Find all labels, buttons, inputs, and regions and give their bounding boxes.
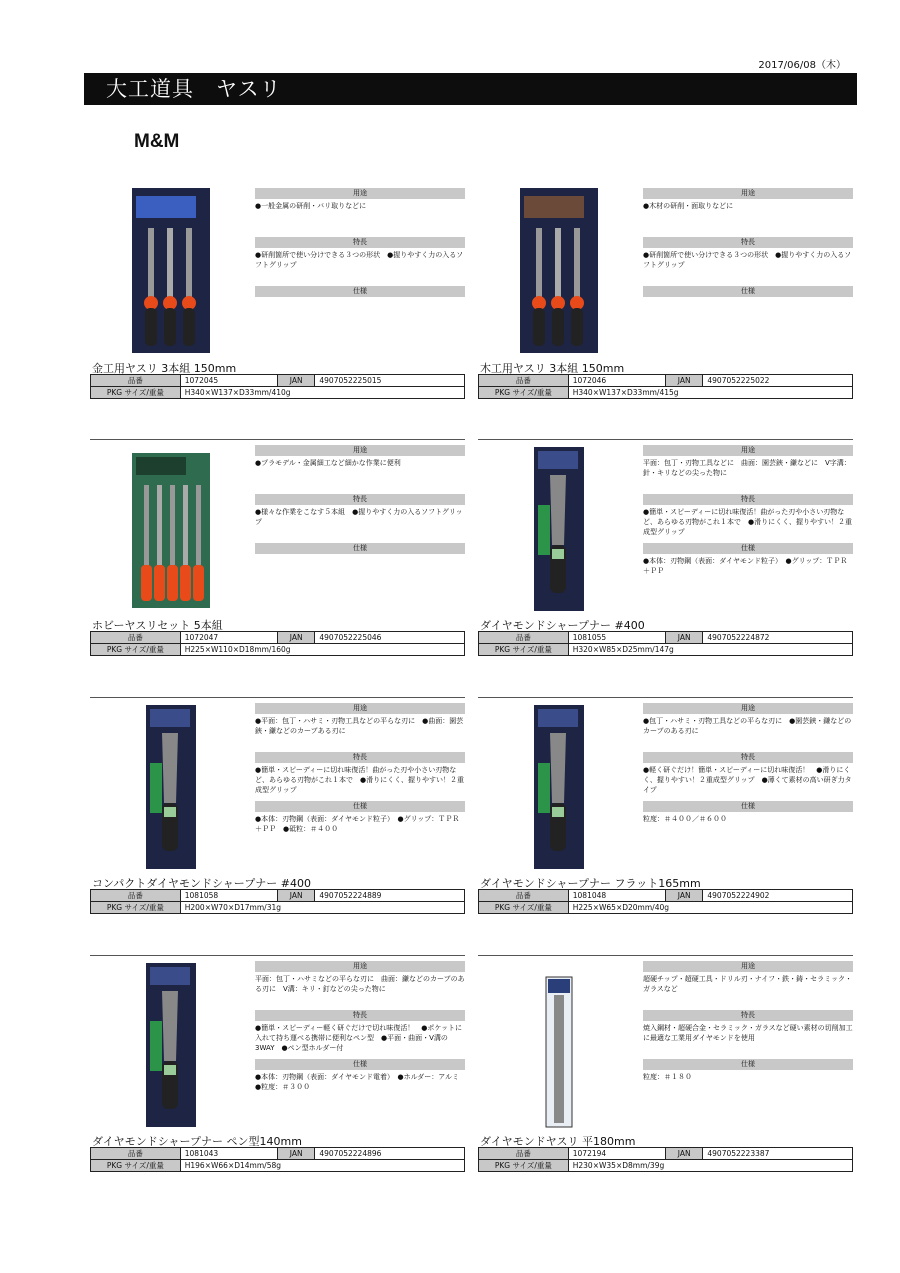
pkg-value: H230×W35×D8mm/39g xyxy=(568,1160,852,1172)
use-text: ●一般金属の研削・バリ取りなどに xyxy=(255,202,367,210)
jan-label: JAN xyxy=(277,632,314,644)
use-header: 用途 xyxy=(643,445,853,456)
product-name: 金工用ヤスリ 3本組 150mm xyxy=(92,362,237,375)
feature-text: ●研削箇所で使い分けできる３つの形状 ●握りやすく力の入るソフトグリップ xyxy=(643,251,852,269)
page-title-banner: 大工道具 ヤスリ xyxy=(84,73,857,105)
feature-text: ●研削箇所で使い分けできる３つの形状 ●握りやすく力の入るソフトグリップ xyxy=(255,251,464,269)
product-image xyxy=(518,703,600,871)
pkg-value: H340×W137×D33mm/410g xyxy=(180,387,464,399)
feature-header: 特長 xyxy=(643,237,853,248)
use-header: 用途 xyxy=(255,703,465,714)
section-divider xyxy=(478,955,853,956)
spec-header: 仕様 xyxy=(643,286,853,297)
pkg-value: H340×W137×D33mm/415g xyxy=(568,387,852,399)
spec-text: ●本体：刃物鋼（表面：ダイヤモンド電着） ●ホルダー：アルミ ●粒度：＃３００ xyxy=(255,1073,467,1091)
feature-header: 特長 xyxy=(255,1010,465,1021)
pkg-value: H225×W110×D18mm/160g xyxy=(180,644,464,656)
feature-text: ●様々な作業をこなす５本組 ●握りやすく力の入るソフトグリップ xyxy=(255,508,463,526)
section-divider xyxy=(478,697,853,698)
product-image xyxy=(130,188,212,356)
jan-label: JAN xyxy=(665,1148,702,1160)
pkg-label: PKG サイズ/重量 xyxy=(479,902,569,914)
jan-value: 4907052224889 xyxy=(315,890,465,902)
product-card xyxy=(478,445,853,700)
product-image xyxy=(130,445,212,613)
use-header: 用途 xyxy=(643,961,853,972)
product-spec-table xyxy=(478,631,853,656)
use-header: 用途 xyxy=(255,961,465,972)
code-label: 品番 xyxy=(91,1148,181,1160)
jan-label: JAN xyxy=(665,632,702,644)
use-text: 超硬チップ・超硬工具・ドリル刃・ナイフ・鉄・鋳・セラミック・ガラスなど xyxy=(643,975,852,993)
code-label: 品番 xyxy=(479,1148,569,1160)
pkg-label: PKG サイズ/重量 xyxy=(91,902,181,914)
pkg-label: PKG サイズ/重量 xyxy=(91,644,181,656)
brand-label: M&M xyxy=(134,131,180,152)
feature-header: 特長 xyxy=(255,237,465,248)
code-value: 1072047 xyxy=(180,632,277,644)
product-spec-table xyxy=(90,889,465,914)
product-name: ダイヤモンドシャープナー #400 xyxy=(480,619,645,632)
code-label: 品番 xyxy=(91,890,181,902)
use-header: 用途 xyxy=(255,445,465,456)
product-card xyxy=(90,188,465,443)
product-spec-table xyxy=(90,374,465,399)
code-label: 品番 xyxy=(91,632,181,644)
feature-header: 特長 xyxy=(255,494,465,505)
use-text: ●包丁・ハサミ・刃物工具などの平らな刃に ●園芸鋏・鎌などのカーブのある刃に xyxy=(643,717,852,735)
product-image xyxy=(130,961,212,1129)
jan-value: 4907052225022 xyxy=(703,375,853,387)
use-text: ●プラモデル・金属細工など細かな作業に便利 xyxy=(255,459,401,467)
jan-value: 4907052224872 xyxy=(703,632,853,644)
product-image xyxy=(130,703,212,871)
product-name: コンパクトダイヤモンドシャープナー #400 xyxy=(92,877,311,890)
product-card xyxy=(478,188,853,443)
spec-text: 粒度：＃１８０ xyxy=(643,1073,692,1081)
product-name: 木工用ヤスリ 3本組 150mm xyxy=(480,362,625,375)
feature-header: 特長 xyxy=(643,752,853,763)
spec-header: 仕様 xyxy=(255,1059,465,1070)
use-text: 平面：包丁・ハサミなどの平らな刃に 曲面：鎌などのカーブのある刃に V溝：キリ・釘などの尖った物に xyxy=(255,975,465,993)
jan-value: 4907052224902 xyxy=(703,890,853,902)
product-name: ホビーヤスリセット 5本組 xyxy=(92,619,223,632)
spec-header: 仕様 xyxy=(255,801,465,812)
use-text: 平面：包丁・刃物工具などに 曲面：園芸鋏・鎌などに V字溝：針・キリなどの尖った物に xyxy=(643,459,851,477)
spec-text: ●本体：刃物鋼（表面：ダイヤモンド粒子） ●グリップ：ＴＰＲ＋ＰＰ xyxy=(643,557,848,575)
use-header: 用途 xyxy=(643,703,853,714)
product-card xyxy=(478,703,853,958)
jan-label: JAN xyxy=(277,1148,314,1160)
pkg-label: PKG サイズ/重量 xyxy=(479,644,569,656)
jan-value: 4907052225015 xyxy=(315,375,465,387)
product-image xyxy=(518,445,600,613)
feature-header: 特長 xyxy=(643,494,853,505)
feature-header: 特長 xyxy=(643,1010,853,1021)
product-card xyxy=(90,961,465,1216)
use-text: ●木材の研削・面取りなどに xyxy=(643,202,734,210)
date-label: 2017/06/08（木） xyxy=(758,60,846,71)
pkg-label: PKG サイズ/重量 xyxy=(91,1160,181,1172)
pkg-value: H200×W70×D17mm/31g xyxy=(180,902,464,914)
use-text: ●平面：包丁・ハサミ・刃物工具などの平らな刃に ●曲面：園芸鋏・鎌などのカーブある刃に xyxy=(255,717,464,735)
product-name: ダイヤモンドシャープナー フラット165mm xyxy=(480,877,701,890)
section-divider xyxy=(90,955,465,956)
feature-text: ●軽く研ぐだけ！簡単・スピーディーに切れ味復活！ ●滑りにくく、握りやすい！２重成型グリップ ●薄くて素材の高い研ぎ力タイプ xyxy=(643,766,852,794)
product-spec-table xyxy=(90,631,465,656)
spec-header: 仕様 xyxy=(643,1059,853,1070)
jan-value: 4907052223387 xyxy=(703,1148,853,1160)
pkg-label: PKG サイズ/重量 xyxy=(479,1160,569,1172)
pkg-label: PKG サイズ/重量 xyxy=(479,387,569,399)
code-value: 1081055 xyxy=(568,632,665,644)
product-card xyxy=(478,961,853,1216)
code-label: 品番 xyxy=(479,632,569,644)
spec-text: 粒度：＃４００／＃６００ xyxy=(643,815,727,823)
spec-text xyxy=(255,556,465,592)
jan-value: 4907052225046 xyxy=(315,632,465,644)
product-name: ダイヤモンドシャープナー ペン型140mm xyxy=(92,1135,302,1148)
section-divider xyxy=(90,697,465,698)
product-name: ダイヤモンドヤスリ 平180mm xyxy=(480,1135,636,1148)
code-value: 1072194 xyxy=(568,1148,665,1160)
jan-label: JAN xyxy=(665,890,702,902)
product-image xyxy=(518,961,600,1129)
spec-header: 仕様 xyxy=(255,543,465,554)
spec-text xyxy=(643,299,853,335)
jan-value: 4907052224896 xyxy=(315,1148,465,1160)
product-spec-table xyxy=(478,1147,853,1172)
code-value: 1081058 xyxy=(180,890,277,902)
pkg-value: H320×W85×D25mm/147g xyxy=(568,644,852,656)
jan-label: JAN xyxy=(277,890,314,902)
code-label: 品番 xyxy=(479,375,569,387)
code-value: 1072046 xyxy=(568,375,665,387)
section-divider xyxy=(90,439,465,440)
code-label: 品番 xyxy=(479,890,569,902)
code-label: 品番 xyxy=(91,375,181,387)
spec-text: ●本体：刃物鋼（表面：ダイヤモンド粒子） ●グリップ：ＴＰＲ＋ＰＰ ●砥粒：＃４００ xyxy=(255,815,460,833)
pkg-label: PKG サイズ/重量 xyxy=(91,387,181,399)
feature-header: 特長 xyxy=(255,752,465,763)
feature-text: ●簡単・スピーディーに切れ味復活！曲がった刃や小さい刃物など、あらゆる刃物がこれ１本で ●滑りにくく、握りやすい！２重成型グリップ xyxy=(255,766,464,794)
product-card xyxy=(90,703,465,958)
product-card xyxy=(90,445,465,700)
spec-header: 仕様 xyxy=(255,286,465,297)
feature-text: 焼入鋼材・超硬合金・セラミック・ガラスなど硬い素材の切削加工に最適な工業用ダイヤモンドを使用 xyxy=(643,1024,853,1042)
product-image xyxy=(518,188,600,356)
pkg-value: H225×W65×D20mm/40g xyxy=(568,902,852,914)
pkg-value: H196×W66×D14mm/58g xyxy=(180,1160,464,1172)
code-value: 1081048 xyxy=(568,890,665,902)
product-spec-table xyxy=(478,374,853,399)
code-value: 1081043 xyxy=(180,1148,277,1160)
feature-text: ●簡単・スピーディー軽く研ぐだけで切れ味復活！ ●ポケットに入れて持ち運べる携帯に便利なペン型 ●平面・曲面・V溝の3WAY ●ペン型ホルダー付 xyxy=(255,1024,463,1052)
product-spec-table xyxy=(478,889,853,914)
use-header: 用途 xyxy=(643,188,853,199)
feature-text: ●簡単・スピーディーに切れ味復活！曲がった刃や小さい刃物など、あらゆる刃物がこれ１本で ●滑りにくく、握りやすい！２重成型グリップ xyxy=(643,508,852,536)
jan-label: JAN xyxy=(277,375,314,387)
section-divider xyxy=(478,439,853,440)
jan-label: JAN xyxy=(665,375,702,387)
use-header: 用途 xyxy=(255,188,465,199)
product-spec-table xyxy=(90,1147,465,1172)
spec-header: 仕様 xyxy=(643,543,853,554)
code-value: 1072045 xyxy=(180,375,277,387)
spec-text xyxy=(255,299,465,335)
spec-header: 仕様 xyxy=(643,801,853,812)
